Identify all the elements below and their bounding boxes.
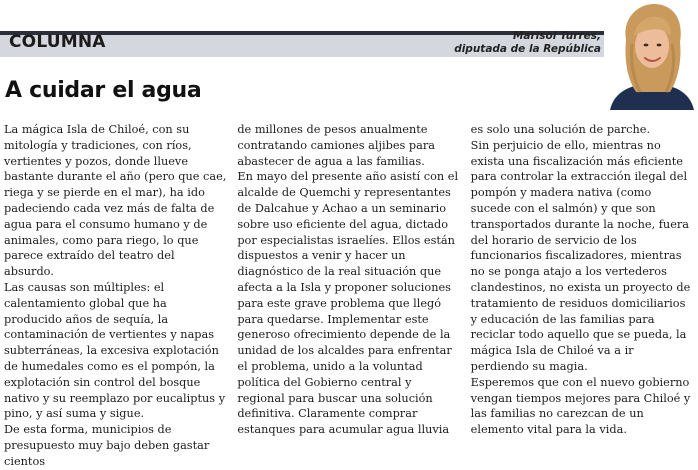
article-column-1: [4, 122, 227, 468]
article-column-3: [470, 122, 694, 437]
paragraph: Esperemos que con el nuevo gobierno vengan tiempos mejores para Chiloé y las familias no carezcan de un elemento vital para la vida.: [470, 375, 691, 437]
author-byline: [454, 30, 601, 56]
section-label: COLUMNA: [9, 32, 106, 52]
article-body: [4, 122, 694, 468]
paragraph: De esta forma, municipios de presupuesto muy bajo deben gastar cientos: [4, 423, 210, 468]
paragraph: En mayo del presente año asistí con el alcalde de Quemchi y representantes de Dalcahue y Achao a un seminario sobre uso eficiente del agua, dictado por especialistas israelíes. Ellos están dispuestos a venir y hacer un diagnóstico de la real situación que afecta a la Isla y proponer soluciones para este grave problema que llegó para quedarse. Implementar este generoso ofrecimiento depende de la unidad de los alcaldes para enfrentar el problema, unido a la voluntad política del Gobierno central y regional para buscar una solución definitiva. Claramente comprar estanques para acumular agua lluvia: [237, 170, 459, 437]
paragraph: es solo una solución de parche.: [470, 123, 651, 136]
headline: A cuidar el agua: [5, 78, 202, 103]
paragraph: La mágica Isla de Chiloé, con su mitología y tradiciones, con ríos, vertientes y pozos, donde llueve bastante durante el año (pero que cae, riega y se pierde en el mar), ha ido padeciendo cada vez más de falta de agua para el consumo humano y de animales, como para riego, lo que parece extraído del teatro del absurdo.: [4, 123, 227, 279]
article-column-2: [237, 122, 460, 437]
paragraph: Las causas son múltiples: el calentamiento global que ha producido años de sequía, la contaminación de vertientes y napas subterráneas, la excesiva explotación de humedales como es el pompón, la explotación sin control del bosque nativo y su reemplazo por eucaliptus y pino, y así suma y sigue.: [4, 280, 226, 421]
author-portrait-icon: [606, 0, 698, 110]
paragraph: de millones de pesos anualmente contratando camiones aljibes para abastecer de agua a las familias.: [237, 123, 435, 168]
author-name: Marisol Turres,: [512, 30, 601, 42]
author-role: diputada de la República: [454, 43, 601, 55]
paragraph: Sin perjuicio de ello, mientras no exista una fiscalización más eficiente para controlar la extracción ilegal del pompón y madera nativa (como sucede con el salmón) y que son transportados durante la noche, fuera del horario de servicio de los funcionarios fiscalizadores, mientras no se ponga atajo a los vertederos clandestinos, no exista un proyecto de tratamiento de residuos domiciliarios y educación de las familias para reciclar todo aquello que se pueda, la mágica Isla de Chiloé va a ir perdiendo su magia.: [470, 138, 691, 373]
